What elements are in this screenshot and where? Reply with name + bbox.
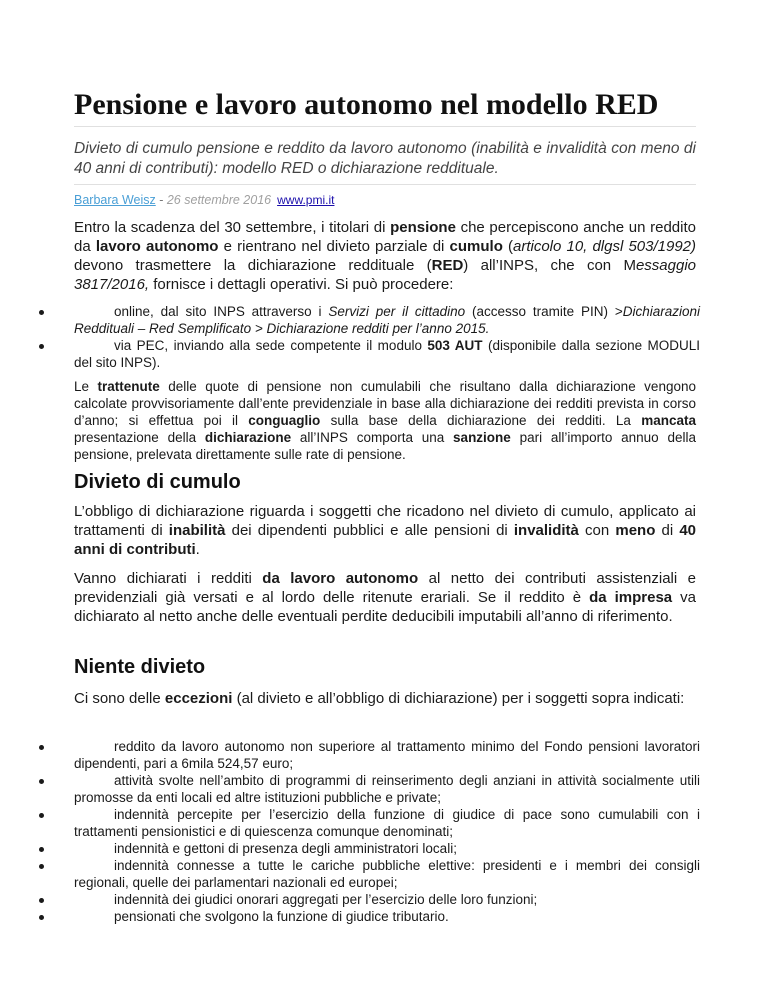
article-title: Pensione e lavoro autonomo nel modello RED <box>74 88 659 121</box>
text: delle quote di pensione non cumulabili che risultano dalla dichiarazione vengono calcolate provvisoriamente dall’ente previdenziale in base alla dichiarazione dei redditi prevista in corso d’anno; si effettua poi il <box>74 379 696 428</box>
bullet-icon <box>39 344 44 349</box>
keyword: 40 anni di contributi <box>74 522 696 558</box>
keyword: dichiarazione <box>204 430 292 445</box>
list-item <box>74 303 700 337</box>
bullet-icon <box>39 915 44 920</box>
section-heading: Divieto di cumulo <box>74 471 241 493</box>
divider <box>74 184 696 185</box>
keyword: lavoro autonomo <box>95 238 219 255</box>
keyword: pensione <box>390 219 456 236</box>
list-item <box>74 337 700 371</box>
text: che percepiscono anche un reddito da <box>74 219 696 255</box>
text: ) all’INPS, che con M <box>463 257 636 274</box>
list-item <box>74 840 700 857</box>
list-item <box>74 738 700 772</box>
text: Entro la scadenza del 30 settembre, i titolari di <box>74 219 391 236</box>
text: con <box>578 522 616 539</box>
list-item <box>74 891 700 908</box>
text: via PEC, inviando alla sede competente il modulo <box>114 338 428 353</box>
service-name: Servizi per il cittadino <box>328 304 466 319</box>
list-item-text: reddito da lavoro autonomo non superiore al trattamento minimo del Fondo pensioni lavoratori dipendenti, pari a 6mila 524,57 euro; <box>74 739 700 771</box>
bullet-icon <box>39 847 44 852</box>
text: Ci sono delle <box>74 690 165 707</box>
section-heading: Niente divieto <box>74 656 206 678</box>
law-reference: articolo 10, dlgsl 503/1992) <box>513 238 697 255</box>
message-reference: essaggio 3817/2016, <box>74 257 697 293</box>
section-paragraph <box>74 569 696 626</box>
list-item <box>74 908 700 925</box>
keyword: 503 AUT <box>427 338 483 353</box>
list-item-text: indennità connesse a tutte le cariche pubbliche elettive: presidenti e i membri dei consigli regionali, quelle dei parlamentari nazionali ed europei; <box>74 858 700 890</box>
text: sulla base della dichiarazione dei redditi. La <box>320 413 642 428</box>
text: (disponibile dalla sezione MODULI del sito INPS). <box>74 338 700 370</box>
keyword: inabilità <box>168 522 226 539</box>
text: va dichiarato al netto anche delle eventuali perdite deducibili imputabili all’anno di riferimento. <box>74 589 697 625</box>
section-paragraph <box>74 689 696 708</box>
text: dei dipendenti pubblici e alle pensioni di <box>225 522 514 539</box>
bullet-icon <box>39 310 44 315</box>
text: Vanno dichiarati i redditi <box>74 570 263 587</box>
list-item-text: attività svolte nell’ambito di programmi di reinserimento degli anziani in attività socialmente utili promosse da enti locali ed altre istituzioni pubbliche e private; <box>74 773 700 805</box>
bullet-icon <box>39 745 44 750</box>
withholding-paragraph <box>74 378 696 463</box>
list-item-text: pensionati che svolgono la funzione di giudice tributario. <box>114 909 449 924</box>
keyword: sanzione <box>453 430 511 445</box>
text: (accesso tramite PIN) > <box>465 304 623 319</box>
text: devono trasmettere la dichiarazione reddituale ( <box>74 257 432 274</box>
list-item-text: indennità e gettoni di presenza degli amministratori locali; <box>114 841 457 856</box>
text: ( <box>502 238 513 255</box>
menu-path: Dichiarazioni Reddituali – Red Semplificato > Dichiarazione redditi per l’anno 2015. <box>74 304 700 336</box>
keyword: trattenute <box>97 379 160 394</box>
text: (al divieto e all’obbligo di dichiarazione) per i soggetti sopra indicati: <box>232 690 685 707</box>
text: pari all’importo annuo della pensione, prelevata direttamente sulle rate di pensione. <box>74 430 696 462</box>
keyword: cumulo <box>449 238 503 255</box>
list-item <box>74 772 700 806</box>
bullet-icon <box>39 813 44 818</box>
list-item <box>74 806 700 840</box>
text: e rientrano nel divieto parziale di <box>218 238 450 255</box>
text: presentazione della <box>74 430 205 445</box>
list-item <box>74 857 700 891</box>
author-link[interactable]: Barbara Weisz <box>74 193 156 207</box>
keyword: mancata <box>641 413 697 428</box>
keyword: RED <box>431 257 464 274</box>
bullet-icon <box>39 898 44 903</box>
list-item-text: indennità dei giudici onorari aggregati per l’esercizio delle loro funzioni; <box>114 892 538 907</box>
exceptions-list <box>74 738 700 925</box>
keyword: da impresa <box>589 589 673 606</box>
text: fornisce i dettagli operativi. Si può procedere: <box>149 276 454 293</box>
section-paragraph <box>74 502 696 559</box>
keyword: eccezioni <box>164 690 233 707</box>
keyword: conguaglio <box>248 413 321 428</box>
divider <box>74 126 696 127</box>
bullet-icon <box>39 864 44 869</box>
byline-separator: - <box>155 193 167 207</box>
keyword: invalidità <box>513 522 579 539</box>
list-item-text: indennità percepite per l’esercizio della funzione di giudice di pace sono cumulabili con i trattamenti pensionistici e di quiescenza comunque denominati; <box>74 807 700 839</box>
keyword: da lavoro autonomo <box>262 570 419 587</box>
text: all’INPS comporta una <box>291 430 454 445</box>
text: online, dal sito INPS attraverso i <box>114 304 329 319</box>
intro-paragraph <box>74 218 696 294</box>
publish-date: 26 settembre 2016 <box>166 193 272 207</box>
byline <box>74 192 334 208</box>
text: di <box>655 522 680 539</box>
bullet-icon <box>39 779 44 784</box>
procedure-list <box>74 303 700 371</box>
text: Le <box>74 379 98 394</box>
text: al netto dei contributi assistenziali e previdenziali già versati e al lordo delle ritenute erariali. Se il reddito è <box>74 570 696 606</box>
text: . <box>195 541 200 558</box>
keyword: meno <box>615 522 656 539</box>
site-link[interactable]: www.pmi.it <box>277 193 335 207</box>
text: L’obbligo di dichiarazione riguarda i soggetti che ricadono nel divieto di cumulo, applicato ai trattamenti di <box>74 503 696 539</box>
article-subtitle: Divieto di cumulo pensione e reddito da lavoro autonomo (inabilità e invalidità con meno di 40 anni di contributi): modello RED o dichiarazione reddituale. <box>74 140 696 177</box>
